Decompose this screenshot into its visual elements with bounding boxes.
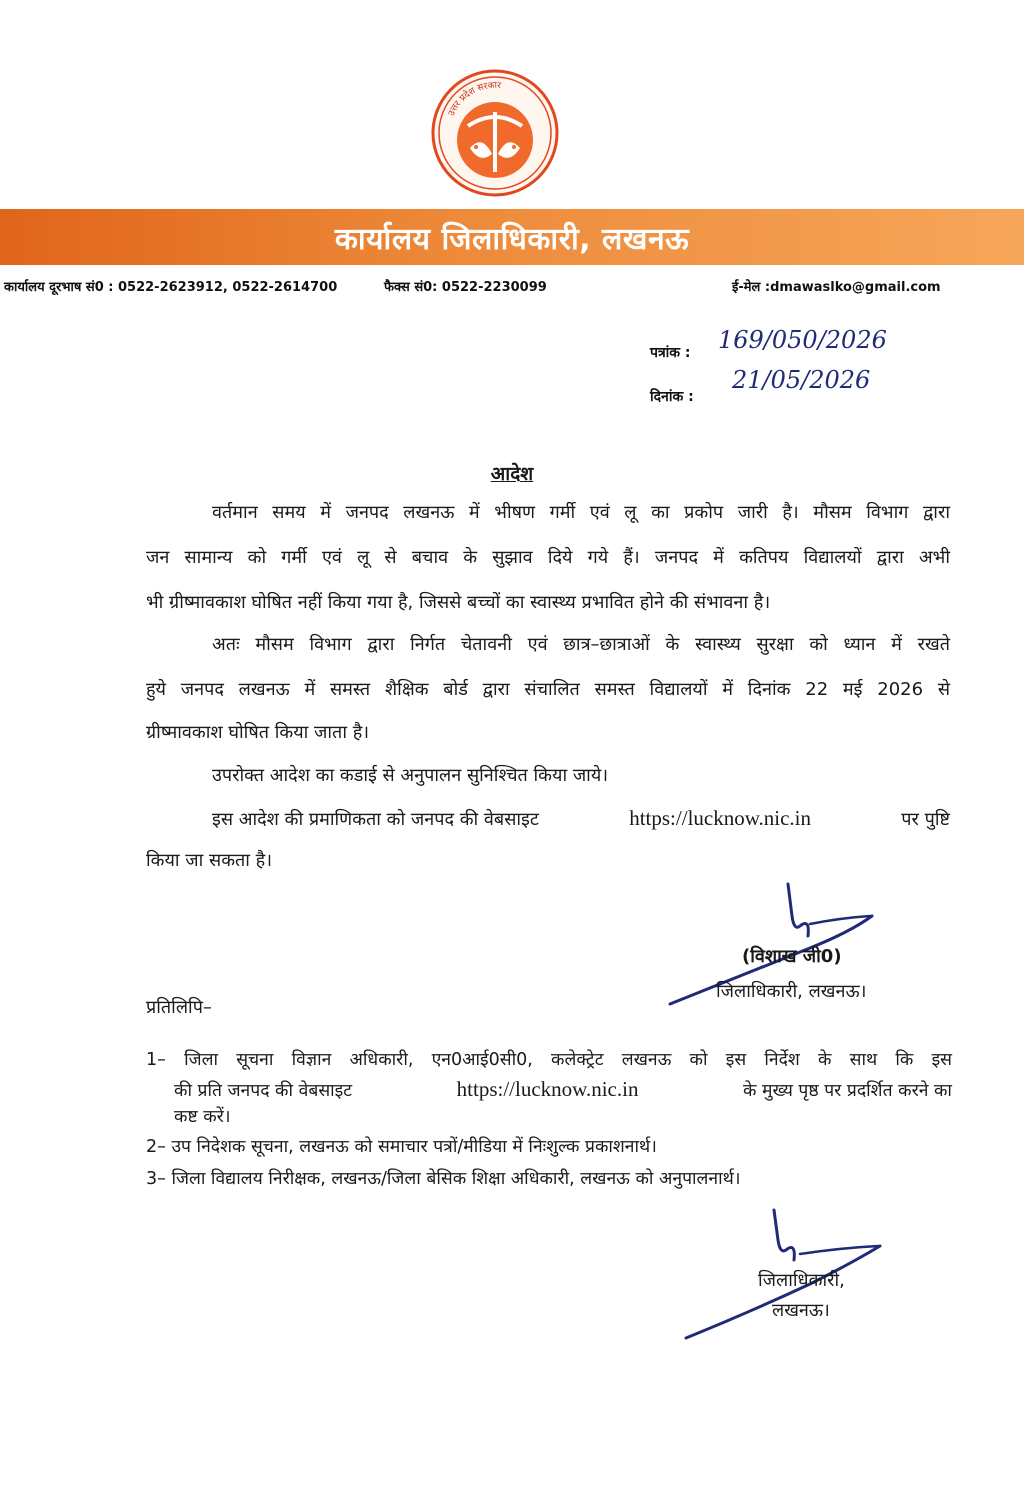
copy-label: प्रतिलिपि– (146, 997, 212, 1018)
copy-signatory-designation: जिलाधिकारी, (758, 1270, 845, 1291)
patrank-label: पत्रांक : (650, 345, 691, 361)
paragraph-2-line-1: अतः मौसम विभाग द्वारा निर्गत चेतावनी एवं छात्र–छात्राओं के स्वास्थ्य सुरक्षा को ध्यान में रखते (212, 634, 950, 655)
paragraph-1-line-3: भी ग्रीष्मावकाश घोषित नहीं किया गया है, जिससे बच्चों का स्वास्थ्य प्रभावित होने की संभावना है। (146, 592, 771, 613)
phone-numbers: कार्यालय दूरभाष सं0 : 0522-2623912, 0522-2614700 (4, 280, 338, 295)
signatory-name: (विशाख जी0) (742, 946, 842, 967)
paragraph-1-line-1: वर्तमान समय में जनपद लखनऊ में भीषण गर्मी एवं लू का प्रकोप जारी है। मौसम विभाग द्वारा (212, 502, 950, 523)
email-address: ई-मेल :dmawaslko@gmail.com (732, 280, 941, 295)
website-link[interactable]: https://lucknow.nic.in (629, 806, 812, 830)
paragraph-2-line-3: ग्रीष्मावकाश घोषित किया जाता है। (146, 722, 370, 743)
order-heading: आदेश (490, 463, 534, 485)
copy-item-1-tail: के मुख्य पृष्ठ पर प्रदर्शित करने का (743, 1081, 952, 1101)
signatory-designation: जिलाधिकारी, लखनऊ। (716, 981, 867, 1002)
paragraph-2-line-2: हुये जनपद लखनऊ में समस्त शैक्षिक बोर्ड द्वारा संचालित समस्त विद्यालयों में दिनांक 22 मई 2026 से (146, 679, 950, 700)
up-government-emblem (430, 68, 560, 198)
paragraph-4-line-1 (212, 806, 950, 831)
emblem-arc-text: उत्तर प्रदेश सरकार (446, 80, 502, 118)
copy-item-3: 3– जिला विद्यालय निरीक्षक, लखनऊ/जिला बेसिक शिक्षा अधिकारी, लखनऊ को अनुपालनार्थ। (146, 1169, 741, 1189)
copy-website-link[interactable]: https://lucknow.nic.in (456, 1077, 639, 1101)
paragraph-4-tail: पर पुष्टि (901, 809, 950, 830)
paragraph-4-line-2: किया जा सकता है। (146, 850, 273, 871)
copy-item-1-text: की प्रति जनपद की वेबसाइट (174, 1081, 353, 1101)
dinank-value: 21/05/2026 (732, 366, 871, 394)
copy-signatory-place: लखनऊ। (772, 1300, 830, 1321)
paragraph-4-text: इस आदेश की प्रमाणिकता को जनपद की वेबसाइट (212, 809, 539, 830)
fax-number: फैक्स सं0: 0522-2230099 (384, 280, 547, 295)
paragraph-3: उपरोक्त आदेश का कडाई से अनुपालन सुनिश्चित किया जाये। (212, 765, 609, 786)
copy-item-1-line-2 (174, 1077, 952, 1102)
copy-item-1-line-3: कष्ट करें। (174, 1107, 231, 1127)
paragraph-1-line-2: जन सामान्य को गर्मी एवं लू से बचाव के सुझाव दिये गये हैं। जनपद में कतिपय विद्यालयों द्वारा अभी (146, 547, 950, 568)
office-banner (0, 209, 1024, 265)
copy-item-2: 2– उप निदेशक सूचना, लखनऊ को समाचार पत्रों/मीडिया में निःशुल्क प्रकाशनार्थ। (146, 1137, 657, 1157)
copy-item-1-line-1: 1– जिला सूचना विज्ञान अधिकारी, एन0आई0सी0, कलेक्ट्रेट लखनऊ को इस निर्देश के साथ कि इस (146, 1050, 952, 1070)
patrank-value: 169/050/2026 (718, 326, 887, 354)
dinank-label: दिनांक : (650, 389, 694, 405)
office-title: कार्यालय जिलाधिकारी, लखनऊ (334, 222, 690, 257)
